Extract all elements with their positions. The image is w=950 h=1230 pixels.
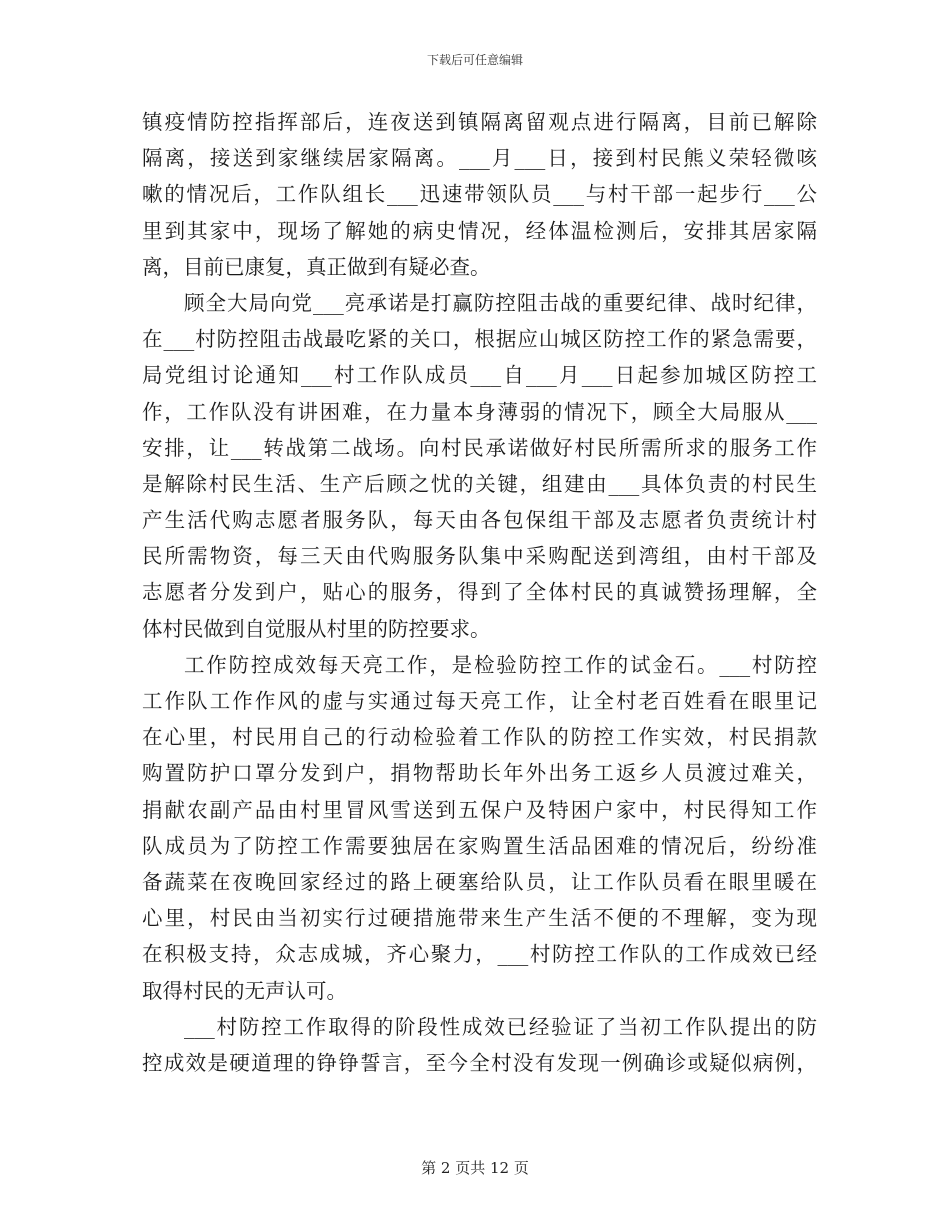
paragraph [142, 285, 817, 647]
paragraph-line: 工作防控成效每天亮工作，是检验防控工作的试金石。___村防控 [184, 652, 817, 677]
paragraph-line: 取得村民的无声认可。 [142, 978, 347, 1003]
paragraph-line: 在积极支持，众志成城，齐心聚力，___村防控工作队的工作成效已经 [142, 942, 817, 967]
paragraph-line: 志愿者分发到户，贴心的服务，得到了全体村民的真诚赞扬理解，全 [142, 580, 817, 605]
paragraph-line: 作，工作队没有讲困难，在力量本身薄弱的情况下，顾全大局服从___ [142, 399, 817, 424]
paragraph-line: 里到其家中，现场了解她的病史情况，经体温检测后，安排其居家隔 [142, 218, 817, 243]
paragraph-line: ___村防控工作取得的阶段性成效已经验证了当初工作队提出的防 [184, 1014, 817, 1039]
paragraph-line: 购置防护口罩分发到户，捐物帮助长年外出务工返乡人员渡过难关， [142, 761, 817, 786]
paragraph-line: 产生活代购志愿者服务队，每天由各包保组干部及志愿者负责统计村 [142, 508, 817, 533]
paragraph-line: 工作队工作作风的虚与实通过每天亮工作，让全村老百姓看在眼里记 [142, 689, 817, 713]
paragraph-line: 隔离，接送到家继续居家隔离。___月___日，接到村民熊义荣轻微咳 [142, 146, 817, 171]
page-header: 下载后可任意编辑 [426, 53, 523, 67]
paragraph-line: 心里，村民由当初实行过硬措施带来生产生活不便的不理解，变为现 [142, 906, 817, 931]
paragraph-line: 离，目前已康复，真正做到有疑必查。 [142, 254, 491, 279]
paragraph-line: 体村民做到自觉服从村里的防控要求。 [142, 616, 491, 641]
paragraph-line: 捐献农副产品由村里冒风雪送到五保户及特困户家中，村民得知工作 [142, 797, 817, 822]
paragraph-line: 在___村防控阻击战最吃紧的关口，根据应山城区防控工作的紧急需要， [142, 327, 817, 352]
paragraph [142, 104, 817, 285]
paragraph-line: 嗽的情况后，工作队组长___迅速带领队员___与村干部一起步行___公 [142, 182, 817, 207]
document-body [142, 104, 817, 1081]
paragraph-line: 在心里，村民用自己的行动检验着工作队的防控工作实效，村民捐款 [142, 725, 817, 750]
paragraph-line: 局党组讨论通知___村工作队成员___自___月___日起参加城区防控工 [142, 363, 817, 388]
paragraph-line: 备蔬菜在夜晚回家经过的路上硬塞给队员，让工作队员看在眼里暖在 [142, 869, 817, 894]
paragraph [142, 1009, 817, 1081]
paragraph-line: 安排，让___转战第二战场。向村民承诺做好村民所需所求的服务工作 [142, 435, 817, 460]
page-number: 第 2 页共 12 页 [421, 1159, 529, 1177]
paragraph-line: 队成员为了防控工作需要独居在家购置生活品困难的情况后，纷纷准 [142, 833, 817, 858]
paragraph-line: 控成效是硬道理的铮铮誓言，至今全村没有发现一例确诊或疑似病例， [142, 1050, 817, 1075]
paragraph-line: 顾全大局向党___亮承诺是打赢防控阻击战的重要纪律、战时纪律， [184, 290, 817, 315]
paragraph-line: 是解除村民生活、生产后顾之忧的关键，组建由___具体负责的村民生 [142, 471, 817, 496]
paragraph-line: 镇疫情防控指挥部后，连夜送到镇隔离留观点进行隔离，目前已解除 [142, 110, 817, 134]
paragraph-line: 民所需物资，每三天由代购服务队集中采购配送到湾组，由村干部及 [142, 544, 817, 569]
paragraph [142, 647, 817, 1009]
